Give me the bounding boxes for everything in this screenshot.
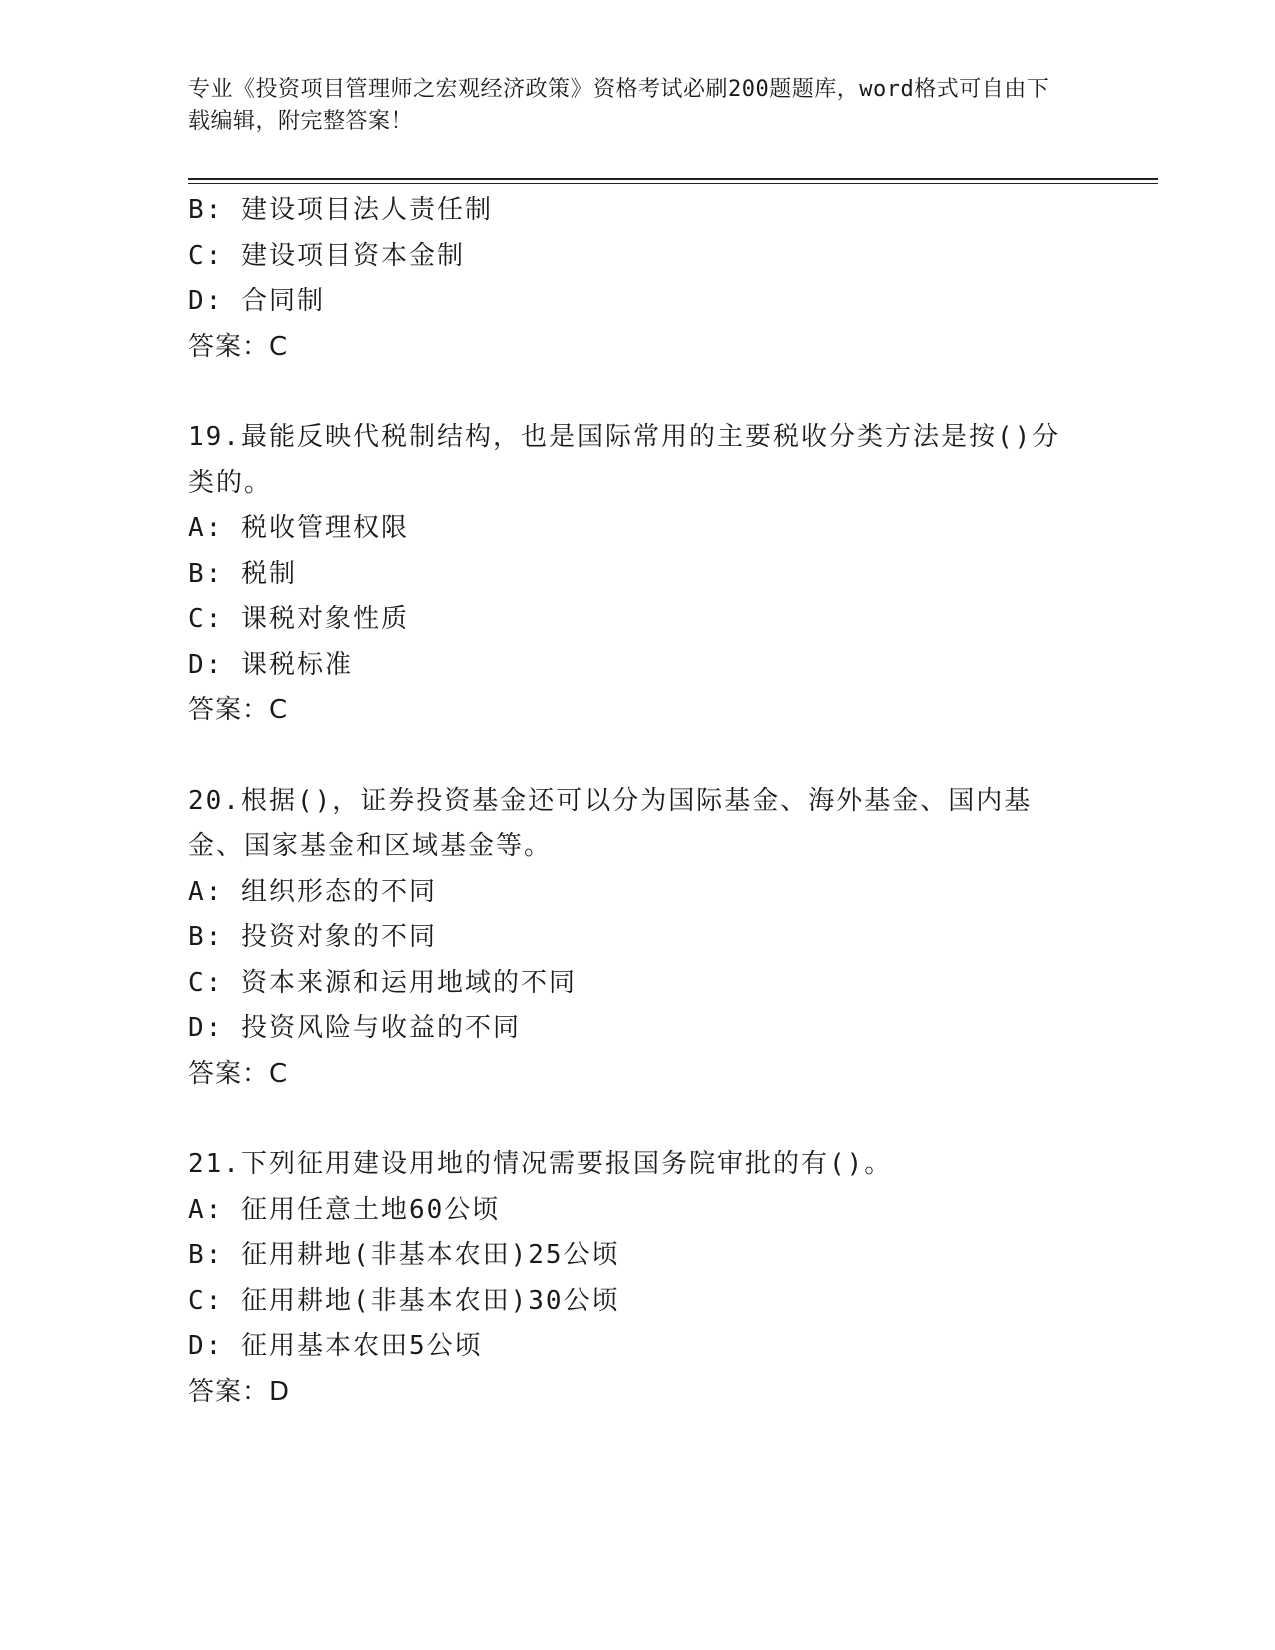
question-title: 21.下列征用建设用地的情况需要报国务院审批的有()。 [188, 1149, 893, 1179]
question-title: 20.根据()，证券投资基金还可以分为国际基金、海外基金、国内基金、国家基金和区域基金等。 [188, 785, 1033, 861]
spacer [188, 370, 1088, 415]
question-21 [188, 1142, 1088, 1415]
option-b: B: 税制 [188, 558, 297, 589]
option-a: A: 组织形态的不同 [188, 876, 437, 907]
answer-line: 答案：C [188, 331, 289, 362]
header-divider-thin [188, 183, 1158, 184]
spacer [188, 1097, 1088, 1142]
option-d: D: 合同制 [188, 286, 325, 316]
option-c: C: 建设项目资本金制 [188, 240, 465, 271]
document-header: 专业《投资项目管理师之宏观经济政策》资格考试必刷200题题库，word格式可自由下载编辑，附完整答案！ [188, 77, 1050, 134]
option-d: D: 课税标准 [188, 649, 353, 680]
answer-line: 答案：C [188, 695, 289, 725]
option-a: A: 税收管理权限 [188, 513, 409, 543]
header-divider-thick [188, 178, 1158, 180]
option-c: C: 资本来源和运用地域的不同 [188, 967, 577, 998]
question-19 [188, 415, 1088, 734]
question-content [188, 188, 1088, 1415]
option-c: C: 征用耕地(非基本农田)30公顷 [188, 1285, 620, 1316]
option-d: D: 征用基本农田5公顷 [188, 1331, 483, 1361]
option-b: B: 建设项目法人责任制 [188, 195, 493, 225]
option-c: C: 课税对象性质 [188, 604, 409, 634]
option-d: D: 投资风险与收益的不同 [188, 1013, 521, 1043]
answer-line: 答案：C [188, 1058, 289, 1089]
previous-question-fragment [188, 188, 1088, 370]
option-b: B: 征用耕地(非基本农田)25公顷 [188, 1240, 620, 1270]
question-title: 19.最能反映代税制结构，也是国际常用的主要税收分类方法是按()分类的。 [188, 422, 1061, 498]
question-20 [188, 779, 1088, 1098]
spacer [188, 734, 1088, 779]
option-b: B: 投资对象的不同 [188, 922, 437, 952]
option-a: A: 征用任意土地60公顷 [188, 1194, 501, 1225]
answer-line: 答案：D [188, 1376, 291, 1407]
